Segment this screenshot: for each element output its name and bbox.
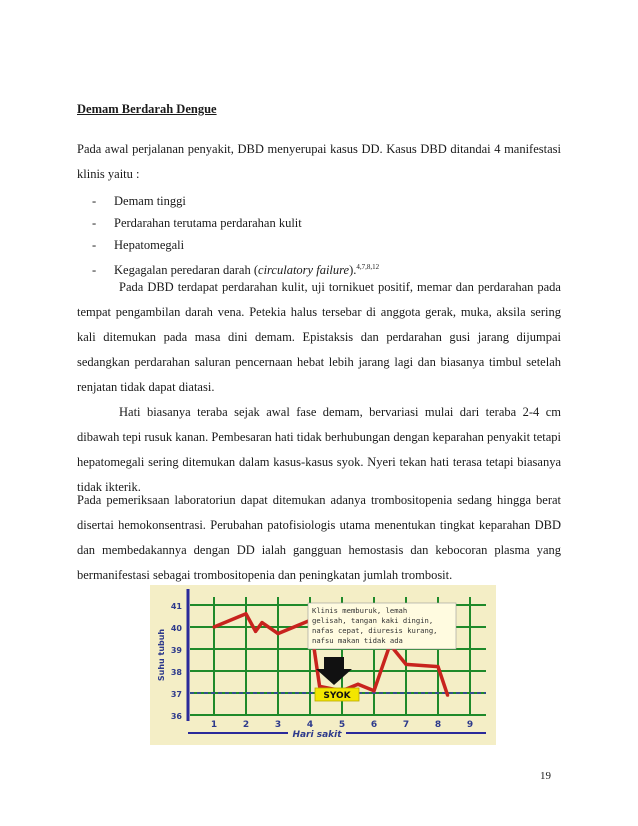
- x-tick-label: 3: [274, 720, 282, 730]
- temperature-chart-svg: [150, 585, 496, 745]
- x-tick-label: 4: [306, 720, 314, 730]
- x-tick-label: 5: [338, 720, 346, 730]
- y-tick-label: 39: [170, 646, 182, 655]
- list-item-text: Demam tinggi: [114, 194, 186, 208]
- data-point: [318, 685, 321, 688]
- paragraph-bleeding: [77, 275, 561, 400]
- y-tick-label: 40: [170, 624, 182, 633]
- annotation-line: nafas cepat, diuresis kurang,: [312, 626, 438, 635]
- x-tick-label: 6: [370, 720, 378, 730]
- y-axis-title: Suhu tubuh: [157, 628, 166, 682]
- list-item: [92, 234, 379, 256]
- list-marker: -: [92, 238, 97, 252]
- list-marker: -: [92, 216, 97, 230]
- y-tick-label: 36: [170, 712, 182, 721]
- data-point: [244, 612, 247, 615]
- data-point: [212, 625, 215, 628]
- annotation-line: Klinis memburuk, lemah: [312, 606, 408, 615]
- data-point: [254, 630, 257, 633]
- x-tick-label: 8: [434, 720, 442, 730]
- data-point: [372, 689, 375, 692]
- x-tick-label: 9: [466, 720, 474, 730]
- annotation-line: nafsu makan tidak ada: [312, 636, 403, 645]
- list-item-italic: circulatory failure: [258, 263, 350, 277]
- manifestation-list: [92, 190, 379, 278]
- x-tick-label: 1: [210, 720, 218, 730]
- paragraph-laboratory: Pada pemeriksaan laboratoriun dapat ditemukan adanya trombositopenia sedang hingga berat disertai hemokonsentrasi. Perubahan patofisiologis utama menentukan tingkat keparahan DBD dan membedakannya dengan DD ialah gangguan hemostasis dan kebocoran plasma yang bermanifestasi sebagai trombositopenia dan peningkatan jumlah trombosit.: [77, 493, 561, 582]
- page-number: 19: [540, 770, 551, 782]
- data-point: [276, 632, 279, 635]
- temperature-chart: [150, 585, 496, 745]
- x-tick-label: 7: [402, 720, 410, 730]
- data-point: [356, 683, 359, 686]
- citation-superscript: 4,7,8,12: [356, 263, 380, 271]
- list-item-text-after: ).: [349, 263, 357, 277]
- list-item-text-before: Kegagalan peredaran darah (: [114, 263, 259, 277]
- x-axis-title: Hari sakit: [292, 730, 342, 740]
- data-point: [436, 665, 439, 668]
- paragraph-liver: [77, 400, 561, 500]
- y-tick-label: 38: [170, 668, 182, 677]
- data-point: [260, 621, 263, 624]
- annotation-line: gelisah, tangan kaki dingin,: [312, 616, 434, 625]
- list-item-text: Hepatomegali: [114, 238, 185, 252]
- data-point: [404, 663, 407, 666]
- shock-label: SYOK: [323, 691, 351, 701]
- y-tick-label: 37: [170, 690, 182, 699]
- list-marker: -: [92, 263, 97, 277]
- list-item: [92, 212, 379, 234]
- paragraph-text: Pada DBD terdapat perdarahan kulit, uji tornikuet positif, memar dan perdarahan pada tempat pengambilan darah vena. Petekia halus tersebar di anggota gerak, muka, aksila sering kali ditemukan pada masa dini demam. Epistaksis dan perdarahan gusi jarang dijumpai sedangkan perdarahan saluran pencernaan hebat lebih jarang lagi dan biasanya timbul setelah renjatan tidak dapat diatasi.: [77, 280, 561, 394]
- intro-paragraph: Pada awal perjalanan penyakit, DBD menyerupai kasus DD. Kasus DBD ditandai 4 manifestasi klinis yaitu :: [77, 142, 561, 181]
- paragraph-text: Hati biasanya teraba sejak awal fase demam, bervariasi mulai dari teraba 2-4 cm dibawah tepi rusuk kanan. Pembesaran hati tidak berhubungan dengan keparahan penyakit tetapi hepatomegali sering ditemukan dalam kasus-kasus syok. Nyeri tekan hati terasa tetapi biasanya tidak ikterik.: [77, 405, 561, 494]
- list-marker: -: [92, 194, 97, 208]
- list-item-text: Perdarahan terutama perdarahan kulit: [114, 216, 302, 230]
- y-tick-label: 41: [170, 602, 182, 611]
- section-heading: Demam Berdarah Dengue: [77, 102, 217, 116]
- x-tick-label: 2: [242, 720, 250, 730]
- list-item: [92, 190, 379, 212]
- data-point: [446, 694, 449, 697]
